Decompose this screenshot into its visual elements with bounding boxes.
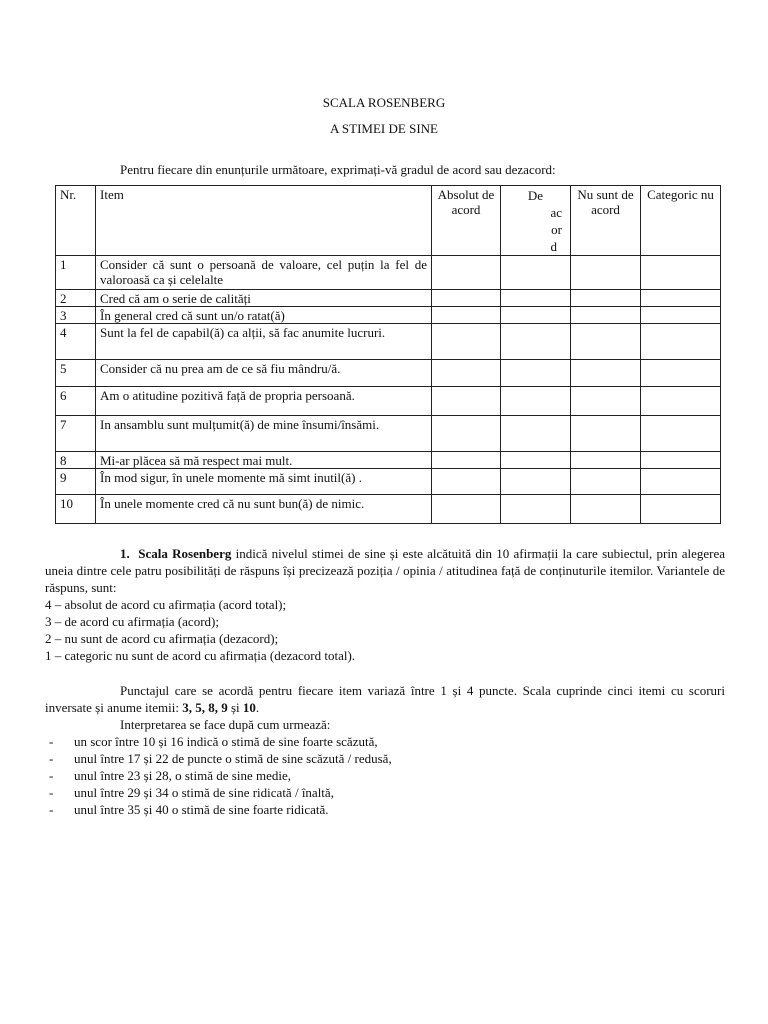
answer-cell[interactable] — [501, 416, 571, 452]
scale-name: Scala Rosenberg — [138, 546, 232, 561]
answer-cell[interactable] — [571, 452, 641, 469]
row-item-text: În unele momente cred că nu sunt bun(ă) de nimic. — [96, 495, 432, 524]
answer-option: 2 – nu sunt de acord cu afirmația (dezacord); — [45, 631, 279, 646]
answer-cell[interactable] — [501, 290, 571, 307]
explanation-section — [45, 545, 725, 818]
answer-cell[interactable] — [571, 290, 641, 307]
answer-cell[interactable] — [432, 290, 501, 307]
table-row — [56, 360, 721, 387]
answer-cell[interactable] — [571, 416, 641, 452]
row-item-text: Sunt la fel de capabil(ă) ca alții, să fac anumite lucruri. — [96, 324, 432, 360]
row-item-text: În mod sigur, în unele momente mă simt inutil(ă) . — [96, 469, 432, 495]
description-text: indică nivelul stimei de sine și este alcătuită din 10 afirmații la care subiectul, prin alegerea uneia dintre cele patru posibilități de răspuns își precizează poziția / opinia / atitudinea față de conținuturile itemilor. Variantele de răspuns, sunt: — [45, 546, 725, 595]
answer-cell[interactable] — [571, 495, 641, 524]
table-row — [56, 290, 721, 307]
answer-cell[interactable] — [641, 256, 721, 290]
answer-cell[interactable] — [571, 387, 641, 416]
row-item-text: Consider că nu prea am de ce să fiu mândru/ă. — [96, 360, 432, 387]
row-item-text: Consider că sunt o persoană de valoare, cel puțin la fel de valoroasă ca și celelalte — [96, 256, 432, 290]
answer-cell[interactable] — [641, 307, 721, 324]
answer-cell[interactable] — [501, 307, 571, 324]
answer-cell[interactable] — [501, 324, 571, 360]
title-line-1: SCALA ROSENBERG — [322, 95, 446, 110]
answer-cell[interactable] — [571, 307, 641, 324]
table-row — [56, 452, 721, 469]
answer-cell[interactable] — [432, 469, 501, 495]
row-number: 1 — [56, 256, 96, 290]
interpretation-list — [45, 733, 725, 818]
answer-cell[interactable] — [641, 452, 721, 469]
row-number: 6 — [56, 387, 96, 416]
row-number: 8 — [56, 452, 96, 469]
header-item: Item — [96, 186, 432, 256]
instruction-text: Pentru fiecare din enunțurile următoare, exprimați-vă gradul de acord sau dezacord: — [120, 162, 556, 177]
header-nu-sunt-de-acord: Nu sunt de acord — [571, 186, 641, 256]
last-reversed-item: 10 — [242, 700, 256, 715]
answer-cell[interactable] — [571, 324, 641, 360]
rosenberg-table — [55, 185, 721, 524]
answer-cell[interactable] — [432, 360, 501, 387]
row-item-text: Mi-ar plăcea să mă respect mai mult. — [96, 452, 432, 469]
description-paragraph — [45, 545, 725, 596]
answer-options — [45, 596, 725, 664]
answer-cell[interactable] — [571, 469, 641, 495]
row-number: 4 — [56, 324, 96, 360]
row-number: 9 — [56, 469, 96, 495]
table-row — [56, 495, 721, 524]
list-item: - unul între 23 și 28, o stimă de sine medie, — [45, 767, 725, 784]
and-word: și — [227, 700, 243, 715]
answer-cell[interactable] — [641, 495, 721, 524]
row-number: 2 — [56, 290, 96, 307]
answer-cell[interactable] — [501, 452, 571, 469]
row-number: 3 — [56, 307, 96, 324]
header-categoric-nu: Categoric nu — [641, 186, 721, 256]
header-de-acord-line: or — [551, 222, 562, 237]
reversed-items: 3, 5, 8, 9 — [182, 700, 228, 715]
answer-cell[interactable] — [641, 416, 721, 452]
list-item: - un scor între 10 și 16 indică o stimă de sine foarte scăzută, — [45, 733, 725, 750]
point-number: 1. — [120, 546, 130, 561]
answer-cell[interactable] — [641, 324, 721, 360]
row-number: 5 — [56, 360, 96, 387]
header-nr: Nr. — [56, 186, 96, 256]
interpretation-intro: Interpretarea se face după cum urmează: — [120, 717, 331, 732]
answer-cell[interactable] — [641, 290, 721, 307]
answer-cell[interactable] — [432, 387, 501, 416]
row-item-text: Am o atitudine pozitivă față de propria persoană. — [96, 387, 432, 416]
answer-cell[interactable] — [501, 495, 571, 524]
answer-cell[interactable] — [571, 360, 641, 387]
answer-cell[interactable] — [641, 387, 721, 416]
table-row — [56, 416, 721, 452]
table-row — [56, 307, 721, 324]
row-item-text: In ansamblu sunt mulțumit(ă) de mine însumi/însămi. — [96, 416, 432, 452]
answer-cell[interactable] — [501, 256, 571, 290]
answer-cell[interactable] — [432, 307, 501, 324]
answer-cell[interactable] — [432, 256, 501, 290]
scoring-text: Punctajul care se acordă pentru fiecare item variază între 1 și 4 puncte. Scala cuprinde cinci itemi cu scoruri inversate și anume itemii: — [45, 683, 725, 715]
title-line-2: A STIMEI DE SINE — [330, 121, 438, 136]
row-number: 7 — [56, 416, 96, 452]
answer-cell[interactable] — [641, 360, 721, 387]
answer-cell[interactable] — [432, 452, 501, 469]
table-row — [56, 256, 721, 290]
answer-cell[interactable] — [432, 416, 501, 452]
row-item-text: În general cred că sunt un/o ratat(ă) — [96, 307, 432, 324]
period: . — [255, 700, 260, 715]
answer-cell[interactable] — [641, 469, 721, 495]
table-row — [56, 387, 721, 416]
row-item-text: Cred că am o serie de calități — [96, 290, 432, 307]
answer-cell[interactable] — [571, 256, 641, 290]
scoring-paragraph — [45, 682, 725, 716]
header-de-acord — [501, 186, 571, 256]
row-number: 10 — [56, 495, 96, 524]
table-row — [56, 469, 721, 495]
answer-option: 4 – absolut de acord cu afirmația (acord total); — [45, 597, 287, 612]
answer-cell[interactable] — [501, 469, 571, 495]
table-header-row — [56, 186, 721, 256]
answer-cell[interactable] — [432, 324, 501, 360]
answer-cell[interactable] — [501, 387, 571, 416]
header-de-acord-line: d — [550, 239, 557, 254]
table-row — [56, 324, 721, 360]
header-absolut-de-acord: Absolut de acord — [432, 186, 501, 256]
answer-cell[interactable] — [432, 495, 501, 524]
list-item: - unul între 17 și 22 de puncte o stimă de sine scăzută / redusă, — [45, 750, 725, 767]
list-item: - unul între 29 și 34 o stimă de sine ridicată / înaltă, — [45, 784, 725, 801]
header-de-acord-line: ac — [550, 205, 562, 220]
header-de-acord-line: De — [527, 188, 544, 203]
answer-option: 3 – de acord cu afirmația (acord); — [45, 614, 219, 629]
list-item: - unul între 35 și 40 o stimă de sine foarte ridicată. — [45, 801, 725, 818]
answer-cell[interactable] — [501, 360, 571, 387]
answer-option: 1 – categoric nu sunt de acord cu afirmația (dezacord total). — [45, 648, 356, 663]
